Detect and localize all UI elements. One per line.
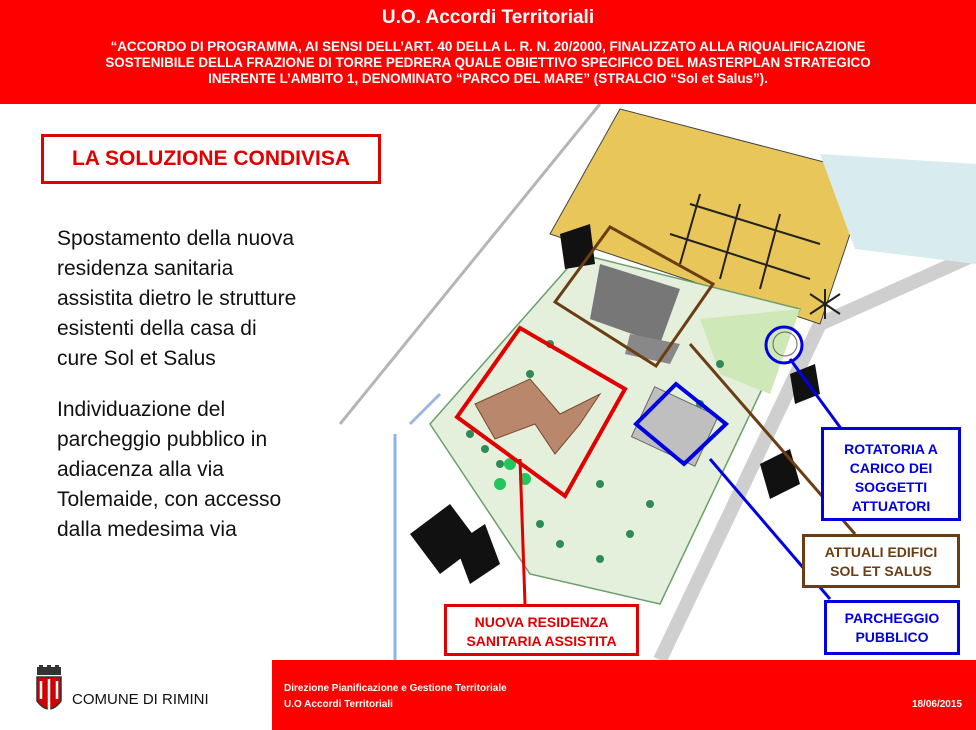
subtitle-line-3: INERENTE L’AMBITO 1, DENOMINATO “PARCO DEL MARE” (STRALCIO “Sol et Salus”). xyxy=(208,71,768,86)
paragraph-line: residenza sanitaria xyxy=(57,257,234,280)
page-title: U.O. Accordi Territoriali xyxy=(381,7,595,28)
paragraph-line: Tolemaide, con accesso xyxy=(57,488,282,511)
paragraph-line: esistenti della casa di xyxy=(57,317,257,340)
label-line: ROTATORIA A xyxy=(844,441,938,457)
subtitle-line-2: SOSTENIBILE DELLA FRAZIONE DI TORRE PEDRERA QUALE OBIETTIVO SPECIFICO DEL MASTERPLAN STRATEGICO xyxy=(105,55,871,70)
footer-banner xyxy=(272,660,976,730)
footer-logo-area xyxy=(0,660,272,730)
label-line: PARCHEGGIO xyxy=(844,610,940,626)
label-line: SOL ET SALUS xyxy=(830,563,932,579)
subtitle-line-1: “ACCORDO DI PROGRAMMA, AI SENSI DELL’ART. 40 DELLA L. R. N. 20/2000, FINALIZZATO ALLA RIQUALIFICAZIONE xyxy=(110,39,866,54)
section-title: LA SOLUZIONE CONDIVISA xyxy=(41,134,381,184)
header-banner xyxy=(0,0,976,104)
label-line: ATTUATORI xyxy=(851,498,931,514)
label-line: SANITARIA ASSISTITA xyxy=(466,633,617,649)
footer-line-2: U.O Accordi Territoriali xyxy=(284,699,393,710)
page-subtitle xyxy=(20,39,956,87)
comune-name: COMUNE DI RIMINI xyxy=(72,691,209,708)
paragraph-line: cure Sol et Salus xyxy=(57,347,216,370)
label-line: SOGGETTI xyxy=(854,479,928,495)
label-edifici xyxy=(802,534,960,588)
label-line: PUBBLICO xyxy=(855,629,929,645)
label-residenza xyxy=(444,604,639,656)
paragraph-line: Individuazione del xyxy=(57,398,226,421)
rimini-crest-icon xyxy=(33,665,65,721)
label-parcheggio xyxy=(824,600,960,655)
paragraph-line: adiacenza alla via xyxy=(57,458,224,481)
paragraph-line: parcheggio pubblico in xyxy=(57,428,268,451)
label-line: ATTUALI EDIFICI xyxy=(824,544,938,560)
footer-date: 18/06/2015 xyxy=(911,699,962,710)
black-building xyxy=(760,449,800,499)
label-line: NUOVA RESIDENZA xyxy=(474,614,609,630)
paragraph-line: dalla medesima via xyxy=(57,518,237,541)
paragraph-line: assistita dietro le strutture xyxy=(57,287,297,310)
label-line: CARICO DEI xyxy=(849,460,933,476)
paragraph-line: Spostamento della nuova xyxy=(57,227,294,250)
label-rotatoria xyxy=(821,427,961,521)
footer-line-1: Direzione Pianificazione e Gestione Territoriale xyxy=(284,683,507,694)
